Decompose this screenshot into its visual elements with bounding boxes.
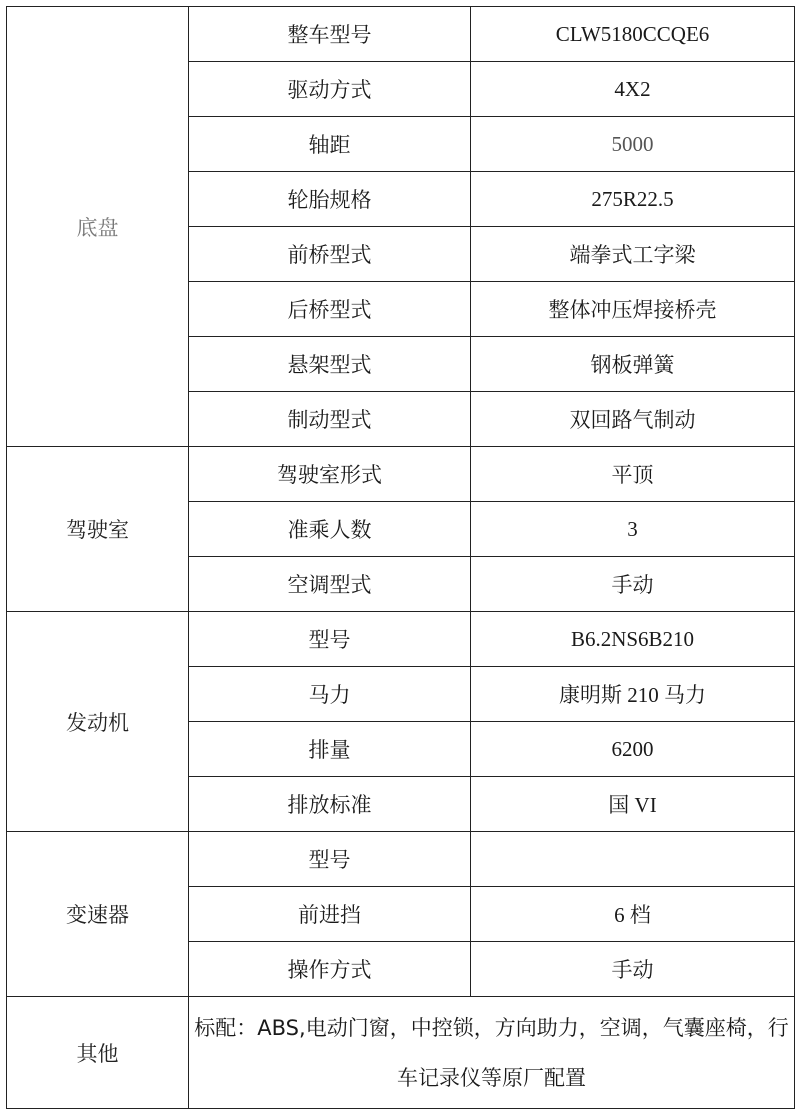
spec-value: 3 [471,502,795,557]
spec-value: 5000 [471,117,795,172]
spec-value: 整体冲压焊接桥壳 [471,282,795,337]
spec-value: 国 VI [471,777,795,832]
spec-value: 手动 [471,557,795,612]
spec-value: 手动 [471,942,795,997]
category-engine: 发动机 [7,612,189,832]
spec-label: 后桥型式 [189,282,471,337]
spec-label: 驾驶室形式 [189,447,471,502]
table-row [7,832,795,887]
spec-value: 端拳式工字梁 [471,227,795,282]
spec-value: 6 档 [471,887,795,942]
spec-label: 准乘人数 [189,502,471,557]
spec-label: 前进挡 [189,887,471,942]
spec-value: 钢板弹簧 [471,337,795,392]
spec-value: 4X2 [471,62,795,117]
spec-label: 驱动方式 [189,62,471,117]
spec-label: 排放标准 [189,777,471,832]
spec-table [6,6,795,1109]
category-transmission: 变速器 [7,832,189,997]
spec-label: 型号 [189,612,471,667]
spec-label: 型号 [189,832,471,887]
spec-label: 整车型号 [189,7,471,62]
spec-label: 操作方式 [189,942,471,997]
category-cab: 驾驶室 [7,447,189,612]
table-row [7,997,795,1109]
spec-value [471,832,795,887]
spec-table-body [7,7,795,1109]
spec-label: 悬架型式 [189,337,471,392]
spec-value: 双回路气制动 [471,392,795,447]
spec-value: 6200 [471,722,795,777]
spec-label: 马力 [189,667,471,722]
category-other: 其他 [7,997,189,1109]
spec-label: 制动型式 [189,392,471,447]
spec-value: CLW5180CCQE6 [471,7,795,62]
spec-label: 前桥型式 [189,227,471,282]
spec-label: 排量 [189,722,471,777]
spec-label: 空调型式 [189,557,471,612]
spec-value: B6.2NS6B210 [471,612,795,667]
spec-value: 275R22.5 [471,172,795,227]
category-chassis: 底盘 [7,7,189,447]
table-row [7,7,795,62]
spec-label: 轮胎规格 [189,172,471,227]
other-notes: 标配：ABS,电动门窗，中控锁，方向助力，空调，气囊座椅，行车记录仪等原厂配置 [189,997,795,1109]
table-row [7,447,795,502]
table-row [7,612,795,667]
spec-value: 康明斯 210 马力 [471,667,795,722]
spec-label: 轴距 [189,117,471,172]
spec-value: 平顶 [471,447,795,502]
